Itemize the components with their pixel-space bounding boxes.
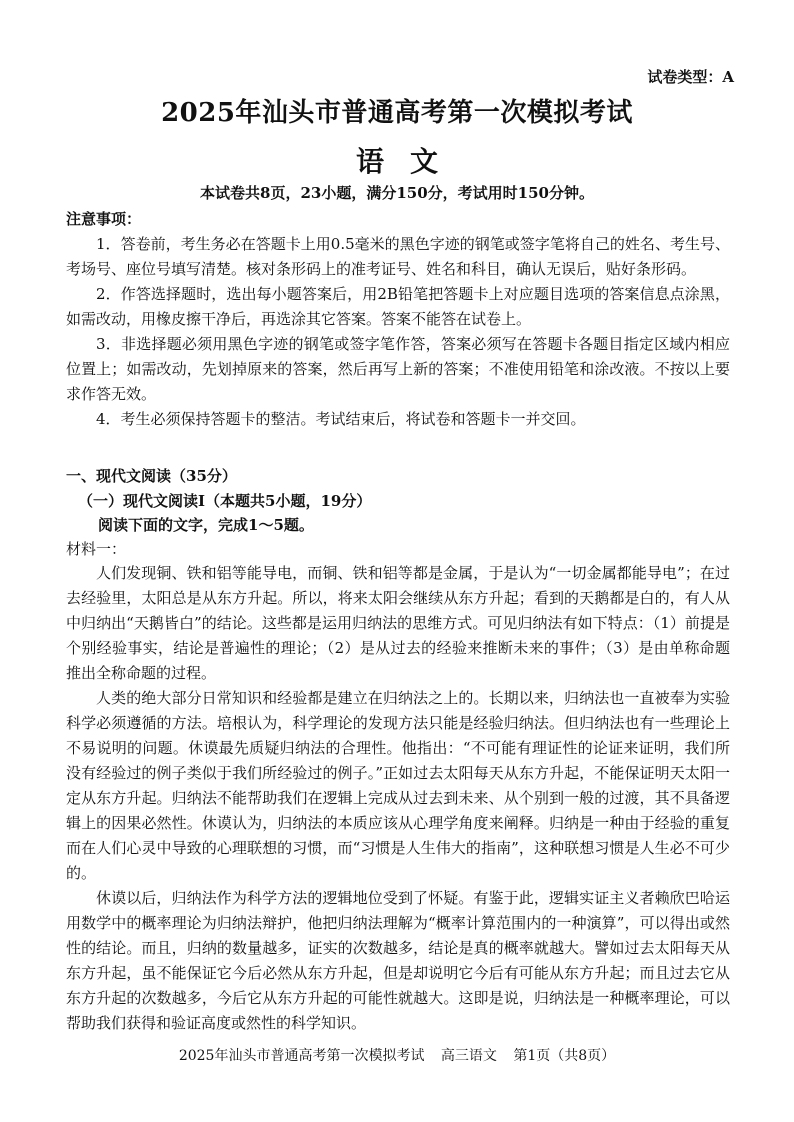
material-paragraph-2: 人类的绝大部分日常知识和经验都是建立在归纳法之上的。长期以来，归纳法也一直被奉为实验科学必须遵循的方法。培根认为，科学理论的发现方法只能是经验归纳法。但归纳法也有一些理论上不易说明的问题。休谟最先质疑归纳法的合理性。他指出：“不可能有理证性的论证来证明，我们所没有经验过的例子类似于我们所经验过的例子。”正如过去太阳每天从东方升起，不能保证明天太阳一定从东方升起。归纳法不能帮助我们在逻辑上完成从过去到未来、从个别到一般的过渡，其不具备逻辑上的因果必然性。休谟认为，归纳法的本质应该从心理学角度来阐释。归纳是一种由于经验的重复而在人们心灵中导致的心理联想的习惯，而“习惯是人生伟大的指南”，这种联想习惯是人生必不可少的。 [66,689,730,882]
material-label: 材料一： [66,540,127,558]
page-footer [0,1045,794,1065]
notice-item-2: 2．作答选择题时，选出每小题答案后，用2B铅笔把答题卡上对应题目选项的答案信息点涂黑，如需改动，用橡皮擦干净后，再选涂其它答案。答案不能答在试卷上。 [66,285,730,328]
sub-section-heading: （一）现代文阅读Ⅰ（本题共5小题，19分） [78,492,372,510]
exam-title: 2025年汕头市普通高考第一次模拟考试 [161,98,633,128]
notice-item-1: 1．答卷前，考生务必在答题卡上用0.5毫米的黑色字迹的钢笔或签字笔将自己的姓名、考生号、考场号、座位号填写清楚。核对条形码上的准考证号、姓名和科目，确认无误后，贴好条形码。 [66,235,730,278]
footer-page-number: 第1页（共8页） [513,1048,616,1064]
footer-course: 高三语文 [440,1048,497,1064]
material-paragraph-3: 休谟以后，归纳法作为科学方法的逻辑地位受到了怀疑。有鉴于此，逻辑实证主义者赖欣巴哈运用数学中的概率理论为归纳法辩护，他把归纳法理解为“概率计算范围内的一种演算”，可以得出或然性的结论。而且，归纳的数量越多，证实的次数越多，结论是真的概率就越大。譬如过去太阳每天从东方升起，虽不能保证它今后必然从东方升起，但是却说明它今后有可能从东方升起；而且过去它从东方升起的次数越多，今后它从东方升起的可能性就越大。这即是说，归纳法是一种概率理论，可以帮助我们获得和验证高度或然性的科学知识。 [66,889,730,1032]
paper-info: 本试卷共8页，23小题，满分150分，考试用时150分钟。 [200,184,594,202]
material-paragraph-1: 人们发现铜、铁和铝等能导电，而铜、铁和铝等都是金属，于是认为“一切金属都能导电”；在过去经验里，太阳总是从东方升起。所以，将来太阳会继续从东方升起；看到的天鹅都是白的，有人从中归纳出“天鹅皆白”的结论。这些都是运用归纳法的思维方式。可见归纳法有如下特点：（1）前提是个别经验事实，结论是普遍性的理论；（2）是从过去的经验来推断未来的事件；（3）是由单称命题推出全称命题的过程。 [66,564,730,682]
material-text [66,561,730,1036]
notice-item-3: 3．非选择题必须用黑色字迹的钢笔或签字笔作答，答案必须写在答题卡各题目指定区域内相应位置上；如需改动，先划掉原来的答案，然后再写上新的答案；不准使用铅笔和涂改液。不按以上要求作答无效。 [66,335,730,403]
notice-list [66,232,730,432]
reading-instruction: 阅读下面的文字，完成1～5题。 [98,516,314,534]
notice-heading: 注意事项： [66,210,142,228]
paper-type-label: 试卷类型：A [647,68,734,86]
footer-exam-name: 2025年汕头市普通高考第一次模拟考试 [178,1048,425,1064]
subject-title: 语文 [355,145,464,178]
section-heading: 一、现代文阅读（35分） [66,467,237,485]
notice-item-4: 4．考生必须保持答题卡的整洁。考试结束后，将试卷和答题卡一并交回。 [96,410,586,428]
